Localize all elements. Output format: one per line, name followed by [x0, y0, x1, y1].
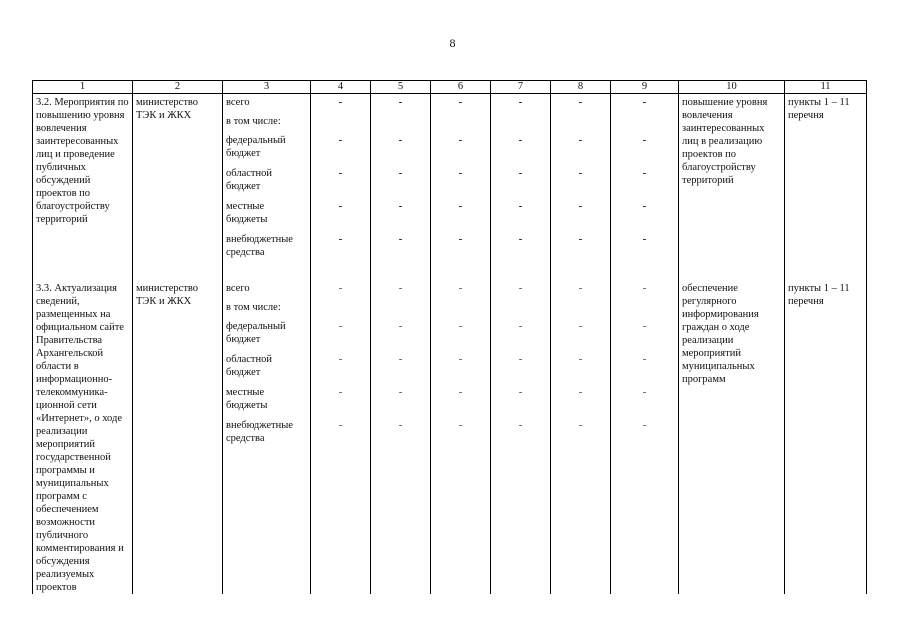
- amount-cell: -: [578, 283, 583, 294]
- amount-cell: -: [578, 201, 583, 212]
- column-number: 4: [311, 81, 371, 94]
- amount-cell: -: [642, 168, 647, 179]
- amount-cell: -: [398, 420, 403, 431]
- funding-source: федеральный бюджет: [226, 135, 286, 159]
- budget-table: [32, 80, 867, 594]
- funding-source: местные бюджеты: [226, 201, 268, 225]
- amount-cell: -: [578, 354, 583, 365]
- column-number: 8: [551, 81, 611, 94]
- amount-cell: [614, 115, 675, 134]
- amount-cell: -: [398, 168, 403, 179]
- amount-cell: [554, 301, 607, 320]
- amount-cell: -: [338, 283, 343, 294]
- executor: министерство ТЭК и ЖКХ: [133, 280, 223, 594]
- column-number: 7: [491, 81, 551, 94]
- amount-cell: -: [338, 354, 343, 365]
- table-row: [33, 94, 867, 267]
- funding-source: всего: [226, 283, 250, 294]
- amount-column: [371, 280, 431, 594]
- amount-cell: -: [518, 234, 523, 245]
- amount-cell: -: [518, 168, 523, 179]
- amount-cell: -: [398, 234, 403, 245]
- amount-cell: -: [578, 135, 583, 146]
- column-number-row: [33, 81, 867, 94]
- amount-cell: -: [458, 168, 463, 179]
- amount-column: [431, 94, 491, 267]
- amount-column: [551, 94, 611, 267]
- amount-cell: -: [398, 387, 403, 398]
- amount-cell: -: [458, 135, 463, 146]
- amount-cell: -: [578, 97, 583, 108]
- amount-cell: -: [398, 354, 403, 365]
- amount-cell: -: [642, 135, 647, 146]
- amount-column: [611, 94, 679, 267]
- amount-column: [311, 94, 371, 267]
- amount-cell: [494, 301, 547, 320]
- amount-cell: -: [458, 354, 463, 365]
- column-number: 3: [223, 81, 311, 94]
- amount-cell: -: [518, 321, 523, 332]
- amount-cell: -: [398, 97, 403, 108]
- amount-cell: -: [578, 168, 583, 179]
- amount-cell: -: [338, 420, 343, 431]
- amount-cell: -: [642, 201, 647, 212]
- executor: министерство ТЭК и ЖКХ: [133, 94, 223, 267]
- amount-cell: [614, 301, 675, 320]
- funding-source: в том числе:: [226, 116, 281, 127]
- amount-cell: -: [398, 135, 403, 146]
- funding-source: федеральный бюджет: [226, 321, 286, 345]
- amount-cell: [494, 115, 547, 134]
- amount-column: [371, 94, 431, 267]
- amount-cell: [434, 301, 487, 320]
- amount-cell: -: [458, 97, 463, 108]
- amount-cell: -: [338, 97, 343, 108]
- amount-cell: -: [338, 321, 343, 332]
- amount-cell: -: [518, 354, 523, 365]
- funding-source: внебюджетные средства: [226, 234, 293, 258]
- column-number: 1: [33, 81, 133, 94]
- measure-name: 3.3. Актуализация сведений, размещенных на официальном сайте Правительства Архангельской области в информационно-телекоммуника-ционной сети «Интернет», о ходе реализации мероприятий государственной программы и муниципальных программ с обеспечением возможности публичного комментирования и обсуждения реализуемых проектов: [33, 280, 133, 594]
- funding-source: всего: [226, 97, 250, 108]
- amount-cell: -: [338, 135, 343, 146]
- row-spacer: [33, 266, 867, 280]
- amount-column: [491, 280, 551, 594]
- amount-cell: -: [518, 135, 523, 146]
- funding-source: внебюджетные средства: [226, 420, 293, 444]
- amount-cell: -: [458, 420, 463, 431]
- amount-cell: [314, 301, 367, 320]
- expected-result: обеспечение регулярного информирования граждан о ходе реализации мероприятий муниципальных программ: [679, 280, 785, 594]
- column-number: 10: [679, 81, 785, 94]
- indicators: пункты 1 – 11 перечня: [785, 280, 867, 594]
- amount-column: [491, 94, 551, 267]
- amount-cell: [374, 301, 427, 320]
- funding-source: областной бюджет: [226, 168, 272, 192]
- funding-sources: [223, 280, 311, 594]
- column-number: 11: [785, 81, 867, 94]
- amount-cell: [374, 115, 427, 134]
- amount-cell: -: [518, 420, 523, 431]
- amount-cell: -: [518, 387, 523, 398]
- amount-cell: -: [642, 321, 647, 332]
- amount-cell: -: [398, 201, 403, 212]
- amount-cell: -: [458, 201, 463, 212]
- amount-cell: -: [338, 234, 343, 245]
- amount-cell: -: [458, 387, 463, 398]
- column-number: 2: [133, 81, 223, 94]
- amount-column: [611, 280, 679, 594]
- column-number: 5: [371, 81, 431, 94]
- amount-cell: -: [458, 321, 463, 332]
- amount-cell: -: [338, 201, 343, 212]
- amount-cell: -: [518, 97, 523, 108]
- column-number: 6: [431, 81, 491, 94]
- amount-cell: -: [398, 283, 403, 294]
- amount-cell: -: [642, 354, 647, 365]
- amount-cell: -: [578, 234, 583, 245]
- amount-cell: -: [642, 234, 647, 245]
- amount-cell: -: [578, 387, 583, 398]
- amount-cell: -: [578, 321, 583, 332]
- amount-column: [431, 280, 491, 594]
- page-number: 8: [449, 36, 456, 50]
- amount-cell: -: [518, 283, 523, 294]
- amount-cell: -: [458, 234, 463, 245]
- amount-cell: -: [642, 97, 647, 108]
- amount-column: [311, 280, 371, 594]
- amount-cell: -: [642, 420, 647, 431]
- amount-cell: -: [578, 420, 583, 431]
- amount-cell: -: [458, 283, 463, 294]
- amount-cell: -: [398, 321, 403, 332]
- amount-column: [551, 280, 611, 594]
- amount-cell: -: [642, 387, 647, 398]
- amount-cell: -: [518, 201, 523, 212]
- amount-cell: [314, 115, 367, 134]
- amount-cell: -: [642, 283, 647, 294]
- measure-name: 3.2. Мероприятия по повышению уровня вовлечения заинтересованных лиц и проведение публичных обсуждений проектов по благоустройству территорий: [33, 94, 133, 267]
- amount-cell: [434, 115, 487, 134]
- funding-source: областной бюджет: [226, 354, 272, 378]
- amount-cell: -: [338, 387, 343, 398]
- expected-result: повышение уровня вовлечения заинтересованных лиц в реализацию проектов по благоустройству территорий: [679, 94, 785, 267]
- funding-source: местные бюджеты: [226, 387, 268, 411]
- funding-source: в том числе:: [226, 302, 281, 313]
- amount-cell: -: [338, 168, 343, 179]
- column-number: 9: [611, 81, 679, 94]
- funding-sources: [223, 94, 311, 267]
- amount-cell: [554, 115, 607, 134]
- table-row: [33, 280, 867, 594]
- indicators: пункты 1 – 11 перечня: [785, 94, 867, 267]
